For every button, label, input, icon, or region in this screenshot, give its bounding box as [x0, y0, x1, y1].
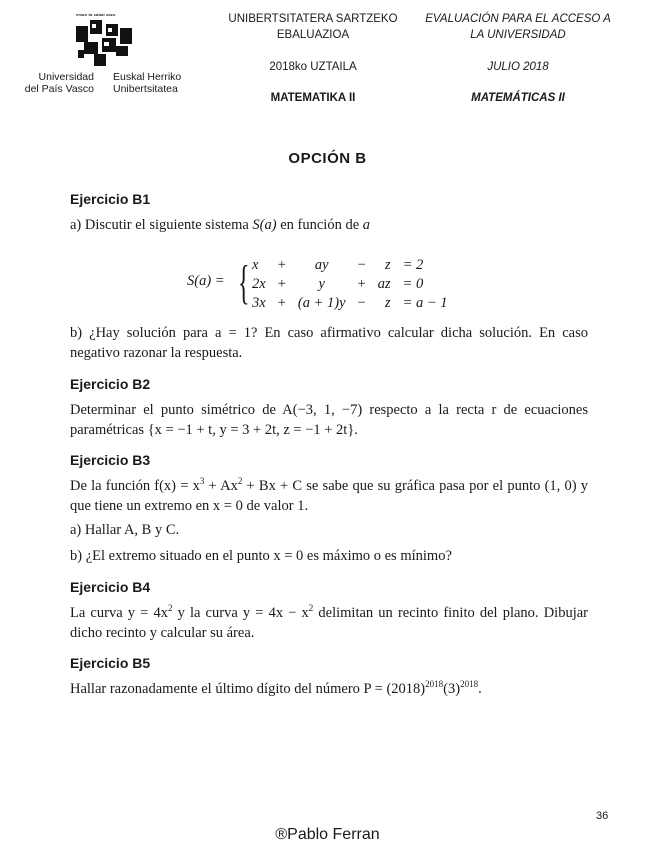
header-basque-title	[218, 11, 408, 43]
header-basque-title-line1: UNIBERTSITATERA SARTZEKO	[228, 13, 398, 25]
b1-a-variable: a	[362, 217, 371, 233]
b3-exponent: 2	[237, 476, 243, 486]
eq-op: −	[357, 257, 366, 273]
b3-exponent: 3	[199, 476, 205, 486]
b3-text-1: De la función f(x) = x	[70, 478, 200, 494]
eq-term: (a + 1)y	[297, 295, 346, 311]
university-name-eu	[113, 71, 181, 95]
system-brace: {	[238, 256, 250, 309]
eq-op: +	[277, 276, 286, 292]
eq-term: az	[377, 276, 391, 292]
exercise-b1-part-a	[70, 215, 588, 235]
eq-rhs: = 2	[402, 257, 424, 273]
b5-text-1: Hallar razonadamente el último dígito del número P = (2018)	[70, 681, 426, 697]
eq-op: +	[277, 295, 286, 311]
b3-text-2: + Ax	[204, 478, 238, 494]
b4-exponent: 2	[167, 603, 173, 613]
option-title: OPCIÓN B	[288, 150, 367, 167]
university-name-eu-line2: Unibertsitatea	[113, 83, 178, 95]
eq-op: −	[357, 295, 366, 311]
university-logo	[70, 12, 140, 68]
b1-a-text: a) Discutir el siguiente sistema	[70, 217, 253, 233]
exercise-b3-part-a: a) Hallar A, B y C.	[70, 522, 180, 538]
b1-a-system-name: S(a)	[252, 217, 277, 233]
b3-text-3: + Bx + C se sabe que su gráfica pasa por el punto (1, 0) y que tiene un extremo en x = 0 de valor 1.	[70, 478, 588, 514]
b5-text-3: .	[478, 681, 482, 697]
eq-term: y	[318, 276, 325, 292]
eq-op: +	[357, 276, 366, 292]
header-spanish-date: JULIO 2018	[487, 61, 549, 73]
eq-term: z	[384, 295, 391, 311]
b4-text-2: y la curva y = 4x − x	[172, 605, 309, 621]
equation-row	[246, 256, 454, 275]
header-spanish-subject: MATEMÁTICAS II	[471, 92, 565, 104]
b5-exponent: 2018	[425, 679, 444, 689]
b4-exponent: 2	[308, 603, 314, 613]
eq-rhs: = 0	[402, 276, 424, 292]
equation-row	[246, 294, 454, 313]
eq-rhs: = a − 1	[402, 295, 448, 311]
exercise-b1-heading: Ejercicio B1	[70, 191, 151, 207]
eq-term: 2x	[252, 276, 266, 292]
eq-term: 3x	[252, 295, 266, 311]
b4-text-3: delimitan un recinto finito del plano. Dibujar dicho recinto y calcular su área.	[70, 605, 588, 641]
eq-term: z	[384, 257, 391, 273]
exercise-b3-heading: Ejercicio B3	[70, 452, 151, 468]
b5-exponent: 2018	[460, 679, 479, 689]
eq-term: x	[252, 257, 259, 273]
exercise-b3-part-b: b) ¿El extremo situado en el punto x = 0 es máximo o es mínimo?	[70, 548, 452, 564]
b5-text-2: (3)	[443, 681, 461, 697]
exercise-b2-text: Determinar el punto simétrico de A(−3, 1, −7) respecto a la recta r de ecuaciones paramétricas {x = −1 + t, y = 3 + 2t, z = −1 + 2t}.	[70, 402, 588, 438]
eq-op: +	[277, 257, 286, 273]
equation-row	[246, 275, 454, 294]
exercise-b5-text	[70, 679, 588, 699]
b1-a-text-mid: en función de	[276, 217, 363, 233]
header-basque-title-line2: EBALUAZIOA	[276, 29, 350, 41]
b4-text-1: La curva y = 4x	[70, 605, 168, 621]
header-basque-date: 2018ko UZTAILA	[269, 61, 357, 73]
header-basque-subject: MATEMATIKA II	[270, 92, 356, 104]
logo-caption: eman ta zabal zazu	[76, 12, 116, 17]
system-label: S(a) =	[187, 273, 225, 289]
exercise-b1-part-b: b) ¿Hay solución para a = 1? En caso afirmativo calcular dicha solución. En caso negativo razonar la respuesta.	[70, 325, 588, 361]
eq-term: ay	[314, 257, 329, 273]
exercise-b3-text	[70, 476, 588, 516]
page-number: 36	[596, 810, 609, 822]
exercise-b4-text	[70, 603, 588, 643]
header-spanish-title-line1: EVALUACIÓN PARA EL ACCESO A	[425, 13, 611, 25]
exercise-b4-heading: Ejercicio B4	[70, 579, 151, 595]
university-name-es	[14, 71, 94, 95]
logo-mark-icon	[76, 20, 134, 66]
university-name-eu-line1: Euskal Herriko	[113, 71, 182, 83]
copyright-notice: ®Pablo Ferran	[275, 826, 380, 843]
university-name-es-line1: Universidad	[38, 71, 94, 83]
university-name-es-line2: del País Vasco	[24, 83, 94, 95]
header-spanish-title	[414, 11, 622, 43]
exercise-b2-heading: Ejercicio B2	[70, 376, 151, 392]
exercise-b5-heading: Ejercicio B5	[70, 655, 151, 671]
equation-system	[246, 256, 454, 313]
header-spanish-title-line2: LA UNIVERSIDAD	[470, 29, 566, 41]
